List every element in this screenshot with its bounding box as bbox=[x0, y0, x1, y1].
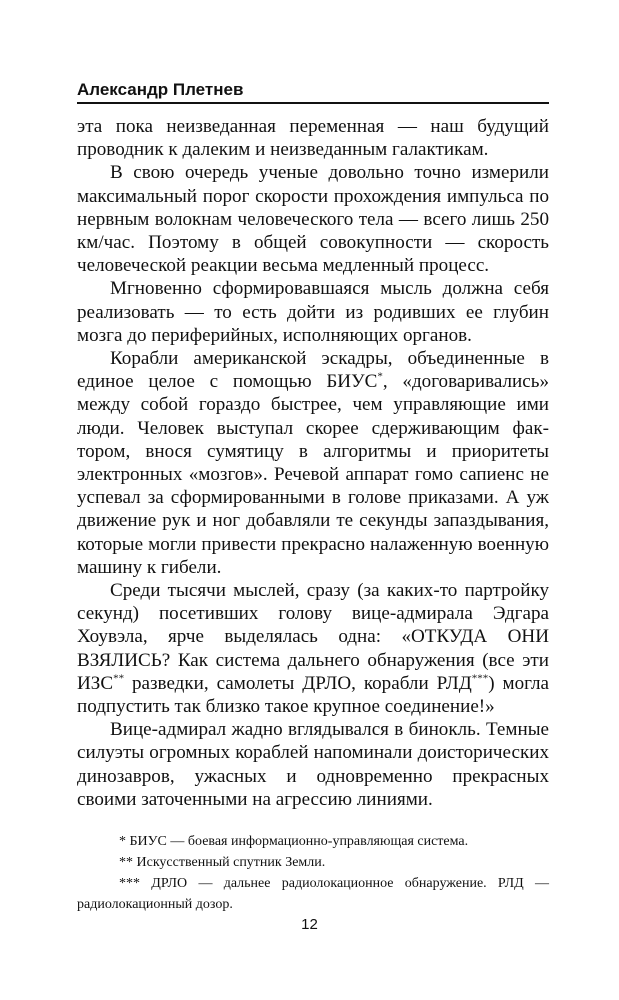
page-number: 12 bbox=[301, 916, 318, 933]
paragraph-5-part-1: Среди тысячи мыслей, сразу (за каких-то партройку секунд) посетивших голову вице-адмирала Эдгара Хоувэла, ярче выделялась одна: «ОТКУДА ОНИ ВЗЯЛИСЬ? Как система дальнего обнаружения (все эти ИЗС bbox=[77, 580, 549, 694]
paragraph-2: В свою очередь ученые довольно точно измерили максимальный порог скорости прохождения импульса по нервным волокнам человеческого тела — всего лишь 250 км/час. Поэтому в общей совокупности — скорость человеческой реакции весьма медленный процесс. bbox=[77, 162, 549, 277]
footnote-2: ** Искусственный спутник Земли. bbox=[119, 855, 326, 870]
paragraph-4 bbox=[77, 347, 549, 579]
paragraph-1: эта пока неизведанная переменная — наш будущий проводник к далеким и неизведанным галактикам. bbox=[77, 116, 549, 161]
footnotes bbox=[77, 831, 549, 915]
paragraph-4-part-1: Корабли американской эскадры, объединенные в единое целое с помощью БИУС bbox=[77, 348, 549, 393]
footnote-3: *** ДРЛО — дальнее радиолокационное обнаружение. РЛД — радиолокационный дозор. bbox=[77, 876, 549, 912]
paragraph-5 bbox=[77, 579, 549, 718]
paragraph-5-part-3: ) могла подпустить так близко такое крупное соединение!» bbox=[77, 672, 549, 718]
paragraph-4-part-2: , «договаривались» между собой гораздо быстрее, чем управляющие ими люди. Человек выступал скорее сдерживающим фактором, внося сумятицу в алгоритмы и приоритеты электронных «мозгов». Речевой аппарат гомо сапиенс не успевал за сформированными в голове приказами. А уж движение рук и ног добавляли те секунды запаздывания, которые могли привести прекрасно налаженную военную машину к гибели. bbox=[77, 371, 549, 578]
paragraph-6: Вице-адмирал жадно вглядывался в бинокль. Темные силуэты огромных кораблей напоминали доисторических динозавров, ужасных и одновременно прекрасных своими заточенными на агрессию линиями. bbox=[77, 719, 549, 810]
footnote-1: * БИУС — боевая информационно-управляющая система. bbox=[119, 834, 469, 849]
paragraph-5-part-2: разведки, самолеты ДРЛО, корабли РЛД bbox=[124, 672, 472, 694]
footnote-mark-1: * bbox=[377, 370, 383, 383]
footnote-mark-3: *** bbox=[471, 672, 489, 685]
footnote-mark-2: ** bbox=[113, 672, 125, 685]
running-header-author: Александр Плетнев bbox=[77, 80, 244, 99]
paragraph-3: Мгновенно сформировавшаяся мысль должна себя реализовать — то есть дойти из родивших ее глубин мозга до периферийных, исполняющих органов. bbox=[77, 278, 549, 346]
header-rule bbox=[77, 102, 549, 104]
body-text bbox=[77, 115, 549, 811]
